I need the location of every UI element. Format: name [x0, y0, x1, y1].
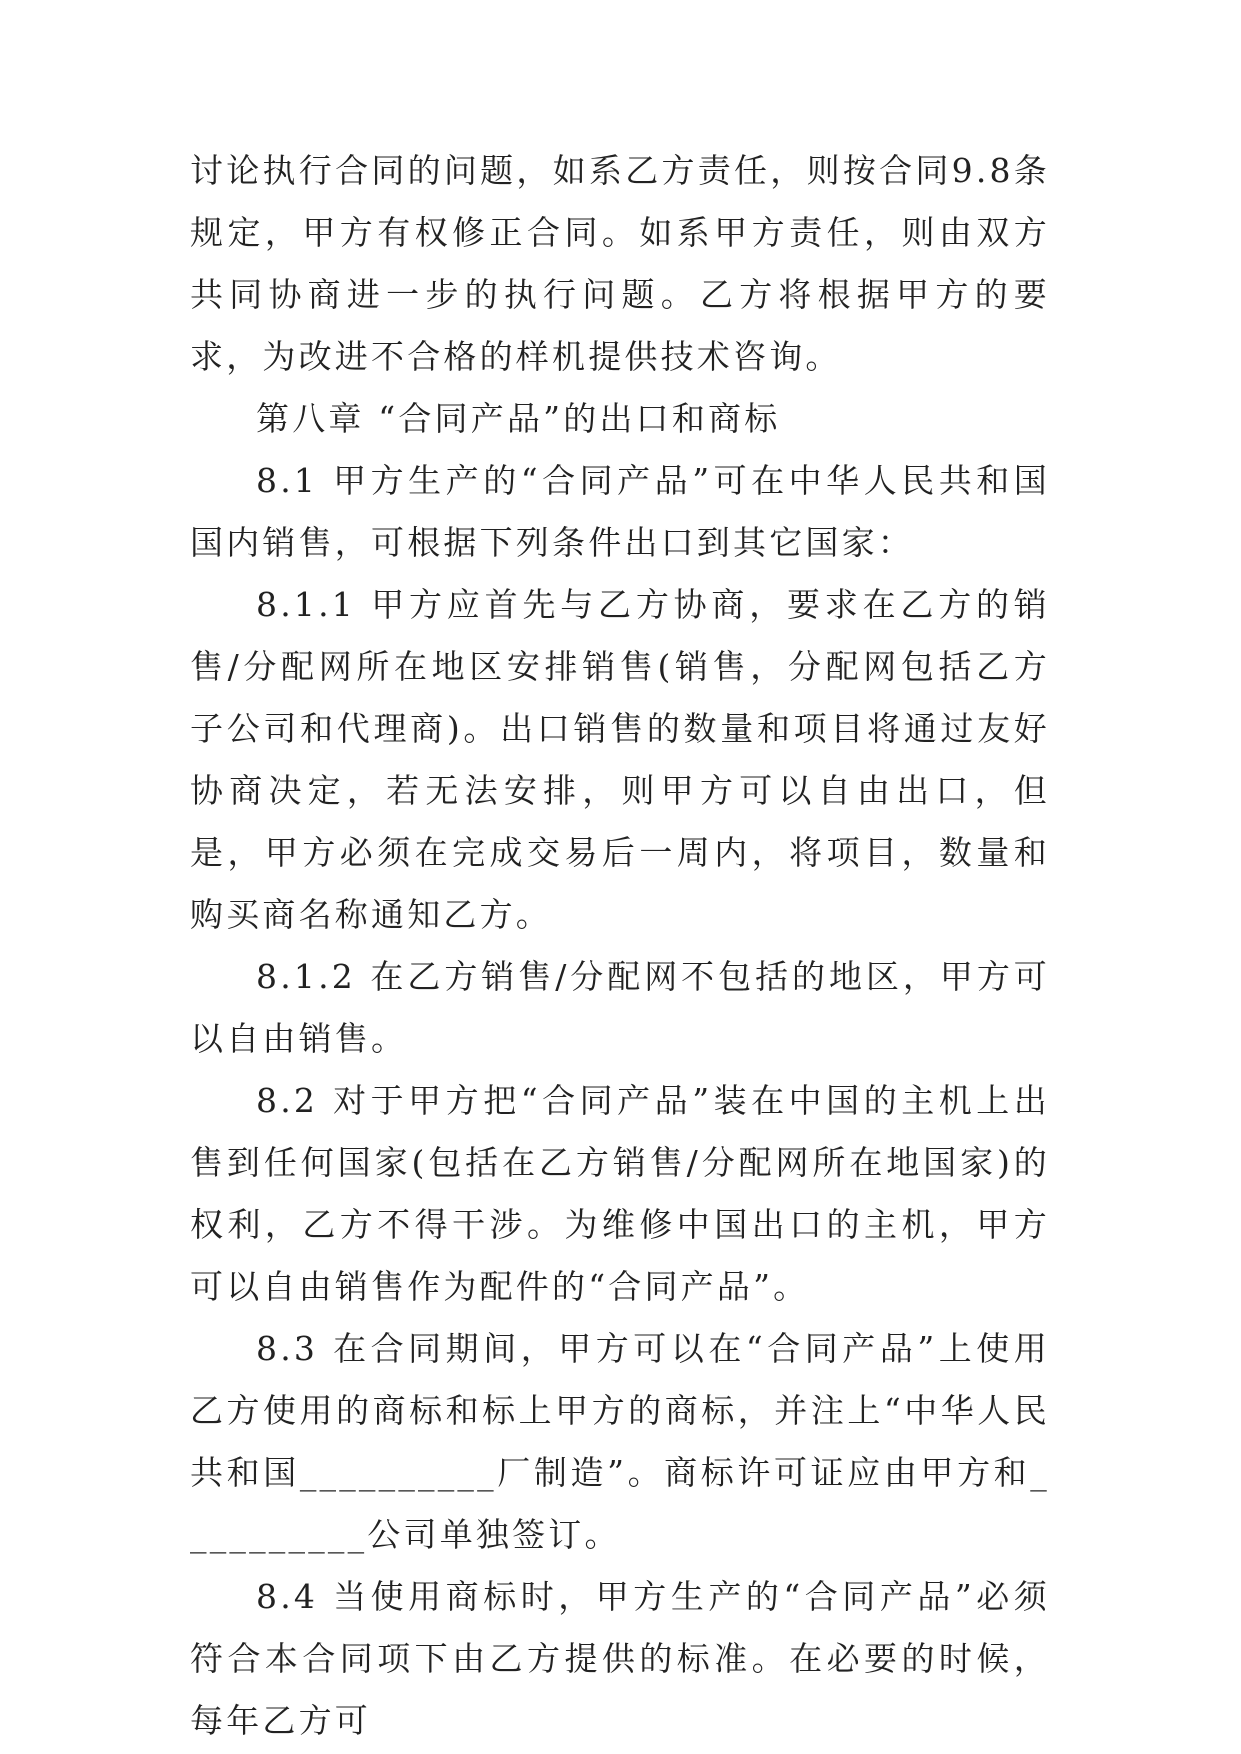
- clause-8-1-1: 8.1.1 甲方应首先与乙方协商，要求在乙方的销售/分配网所在地区安排销售(销售，分配网包括乙方子公司和代理商)。出口销售的数量和项目将通过友好协商决定，若无法安排，则甲方可以自由出口，但是，甲方必须在完成交易后一周内，将项目，数量和购买商名称通知乙方。: [190, 585, 1050, 934]
- clause-8-3: 8.3 在合同期间，甲方可以在“合同产品”上使用乙方使用的商标和标上甲方的商标，并注上“中华人民共和国__________厂制造”。商标许可证应由甲方和__________公司单独签订。: [190, 1329, 1050, 1554]
- clause-8-2: 8.2 对于甲方把“合同产品”装在中国的主机上出售到任何国家(包括在乙方销售/分配网所在地国家)的权利，乙方不得干涉。为维修中国出口的主机，甲方可以自由销售作为配件的“合同产品”。: [190, 1081, 1050, 1306]
- chapter-heading: 第八章 “合同产品”的出口和商标: [256, 399, 781, 438]
- document-body: [190, 140, 1050, 1752]
- paragraph-continuation: 讨论执行合同的问题，如系乙方责任，则按合同9.8条规定，甲方有权修正合同。如系甲方责任，则由双方共同协商进一步的执行问题。乙方将根据甲方的要求，为改进不合格的样机提供技术咨询。: [190, 151, 1050, 376]
- clause-8-1: 8.1 甲方生产的“合同产品”可在中华人民共和国国内销售，可根据下列条件出口到其它国家：: [190, 461, 1050, 562]
- clause-8-1-2: 8.1.2 在乙方销售/分配网不包括的地区，甲方可以自由销售。: [190, 957, 1050, 1058]
- clause-8-4: 8.4 当使用商标时，甲方生产的“合同产品”必须符合本合同项下由乙方提供的标准。在必要的时候，每年乙方可: [190, 1577, 1050, 1740]
